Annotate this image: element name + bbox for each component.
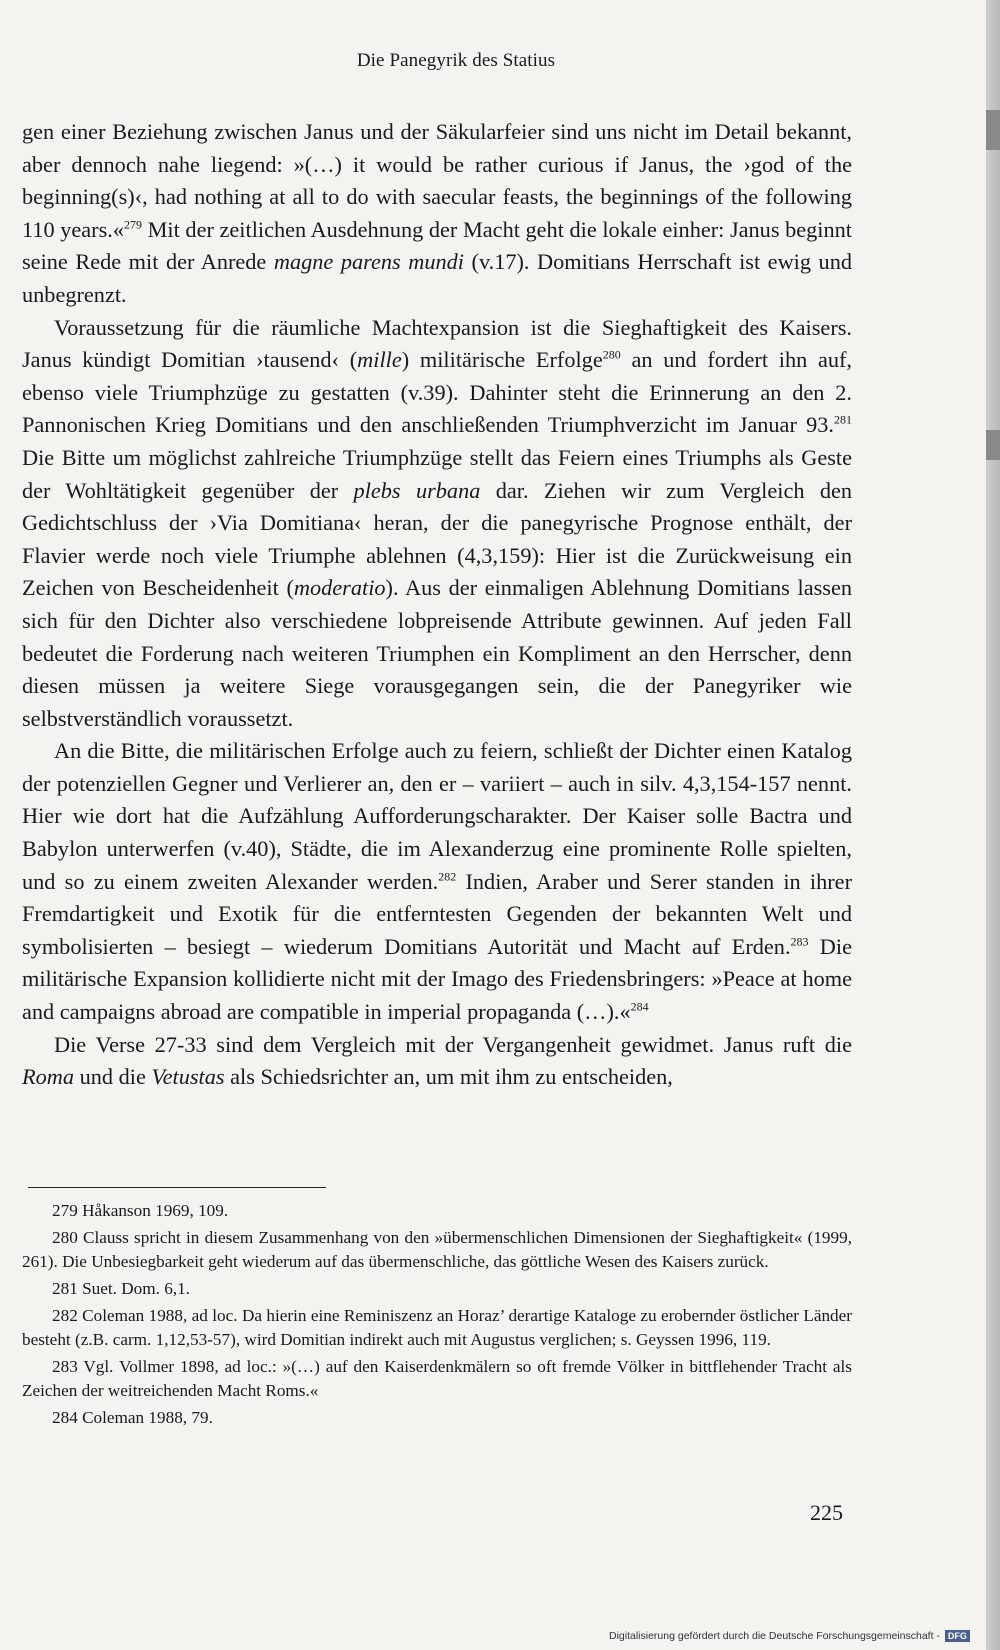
footnote-279: 279 Håkanson 1969, 109. <box>52 1201 229 1220</box>
scan-edge <box>986 0 1000 1650</box>
text-run: an und fordert ihn auf, ebenso viele Triumphzüge zu gestatten (v.39). Dahinter steht die Erinnerung an den 2. Pannonischen Krieg Domitians und den anschließenden Triumphverzicht im Januar 93. <box>22 347 852 438</box>
text-run: dar. Ziehen wir zum Vergleich den Gedichtschluss der ›Via Domitiana‹ heran, der die panegyrische Prognose enthält, der Flavier werde noch viele Triumphe ablehnen (4,3,159): Hier ist die Zurückweisung ein Zeichen von Bescheidenheit ( <box>22 477 853 601</box>
paragraph-2 <box>22 312 852 736</box>
paragraph-3 <box>22 735 852 1028</box>
italic-phrase: mille <box>357 347 402 373</box>
italic-phrase: Vetustas <box>151 1064 225 1090</box>
text-run: Die Bitte um möglichst zahlreiche Triumphzüge stellt das Feiern eines Triumphs als Geste der Wohltätigkeit gegenüber der <box>22 444 852 503</box>
footnote-ref: 282 <box>438 869 457 884</box>
text-run: Mit der zeitlichen Ausdehnung der Macht geht die lokale einher: Janus beginnt seine Rede mit der Anrede <box>22 216 852 275</box>
text-run: An die Bitte, die militärischen Erfolge auch zu feiern, schließt der Dichter einen Katalog der potenziellen Gegner und Verlierer an, den er – variiert – auch in silv. 4,3,154-157 nennt. Hier wie dort hat die Aufzählung Aufforderungscharakter. Der Kaiser solle Bactra und Babylon unterwerfen (v.40), Städte, die im Alexanderzug eine prominente Rolle spielten, und so zu einem zweiten Alexander werden. <box>22 738 852 894</box>
dfg-logo: DFG <box>945 1630 970 1642</box>
footnote-282: 282 Coleman 1988, ad loc. Da hierin eine Reminiszenz an Horaz’ derartige Kataloge zu erobernder östlicher Länder besteht (z.B. carm. 1,12,53-57), wird Domitian indirekt auch mit Augustus verglichen; s. Geyssen 1996, 119. <box>22 1306 852 1349</box>
italic-phrase: plebs urbana <box>353 477 481 503</box>
text-run: Indien, Araber und Serer standen in ihrer Fremdartigkeit und Exotik für die entferntesten Gegenden der bekannten Welt und symbolisierten – besiegt – wiederum Domitians Autorität und Macht auf Erden. <box>22 868 853 959</box>
footnote-281: 281 Suet. Dom. 6,1. <box>52 1279 190 1298</box>
text-run: ). Aus der einmaligen Ablehnung Domitians lassen sich für den Dichter also verschiedene lobpreisende Attribute gewinnen. Auf jeden Fall bedeutet die Forderung nach weiteren Triumphen ein Kompliment an den Herrscher, denn diesen müssen ja weitere Siege vorausgegangen sein, die der Panegyriker wie selbstverständlich voraussetzt. <box>22 575 852 731</box>
footnotes <box>22 1199 852 1433</box>
text-run: ) militärische Erfolge <box>401 347 603 373</box>
text-run: Die militärische Expansion kollidierte nicht mit der Imago des Friedensbringers: »Peace at home and campaigns abroad are compatible in imperial propaganda (…).« <box>22 933 852 1025</box>
running-head: Die Panegyrik des Statius <box>356 50 556 71</box>
italic-phrase: moderatio <box>293 575 386 601</box>
text-run: als Schiedsrichter an, um mit ihm zu entscheiden, <box>224 1064 673 1090</box>
footnote-ref: 279 <box>124 217 142 232</box>
footnote-ref: 281 <box>834 412 852 427</box>
paragraph-4 <box>22 1029 852 1094</box>
paragraph-1 <box>22 116 852 312</box>
footnote-284: 284 Coleman 1988, 79. <box>52 1408 213 1427</box>
footnote-283: 283 Vgl. Vollmer 1898, ad loc.: »(…) auf den Kaiserdenkmälern so oft fremde Völker in bittflehender Tracht als Zeichen der weitreichenden Macht Roms.« <box>22 1357 852 1400</box>
footnote-ref: 284 <box>630 999 649 1014</box>
funding-note <box>609 1630 970 1642</box>
footnote-ref: 283 <box>790 934 809 949</box>
footnote-ref: 280 <box>602 347 621 362</box>
italic-phrase: magne parens mundi <box>273 249 464 275</box>
scan-edge-mark <box>986 110 1000 150</box>
funding-text: Digitalisierung gefördert durch die Deutsche Forschungsgemeinschaft - <box>609 1630 940 1642</box>
text-run: gen einer Beziehung zwischen Janus und der Säkularfeier sind uns nicht im Detail bekannt, aber dennoch nahe liegend: »(…) it would be rather curious if Janus, the ›god of the beginning(s)‹, had nothing at all to do with saecular feasts, the beginnings of the following 110 years.« <box>22 119 852 242</box>
page-number: 225 <box>810 1500 843 1525</box>
text-run: Voraussetzung für die räumliche Machtexpansion ist die Sieghaftigkeit des Kaisers. Janus kündigt Domitian ›tausend‹ ( <box>22 314 852 373</box>
text-run: Die Verse 27-33 sind dem Vergleich mit der Vergangenheit gewidmet. Janus ruft die <box>54 1031 852 1057</box>
text-run: (v.17). Domitians Herrschaft ist ewig und unbegrenzt. <box>22 249 852 307</box>
text-run: und die <box>74 1064 152 1090</box>
footnote-separator <box>28 1187 326 1188</box>
main-text <box>22 116 852 1094</box>
italic-phrase: Roma <box>22 1064 75 1090</box>
footnote-280: 280 Clauss spricht in diesem Zusammenhang von den »übermenschlichen Dimensionen der Sieghaftigkeit« (1999, 261). Die Unbesiegbarkeit geht wiederum auf das übermenschliche, das göttliche Wesen des Kaisers zurück. <box>22 1228 852 1271</box>
scan-edge-mark <box>986 430 1000 460</box>
